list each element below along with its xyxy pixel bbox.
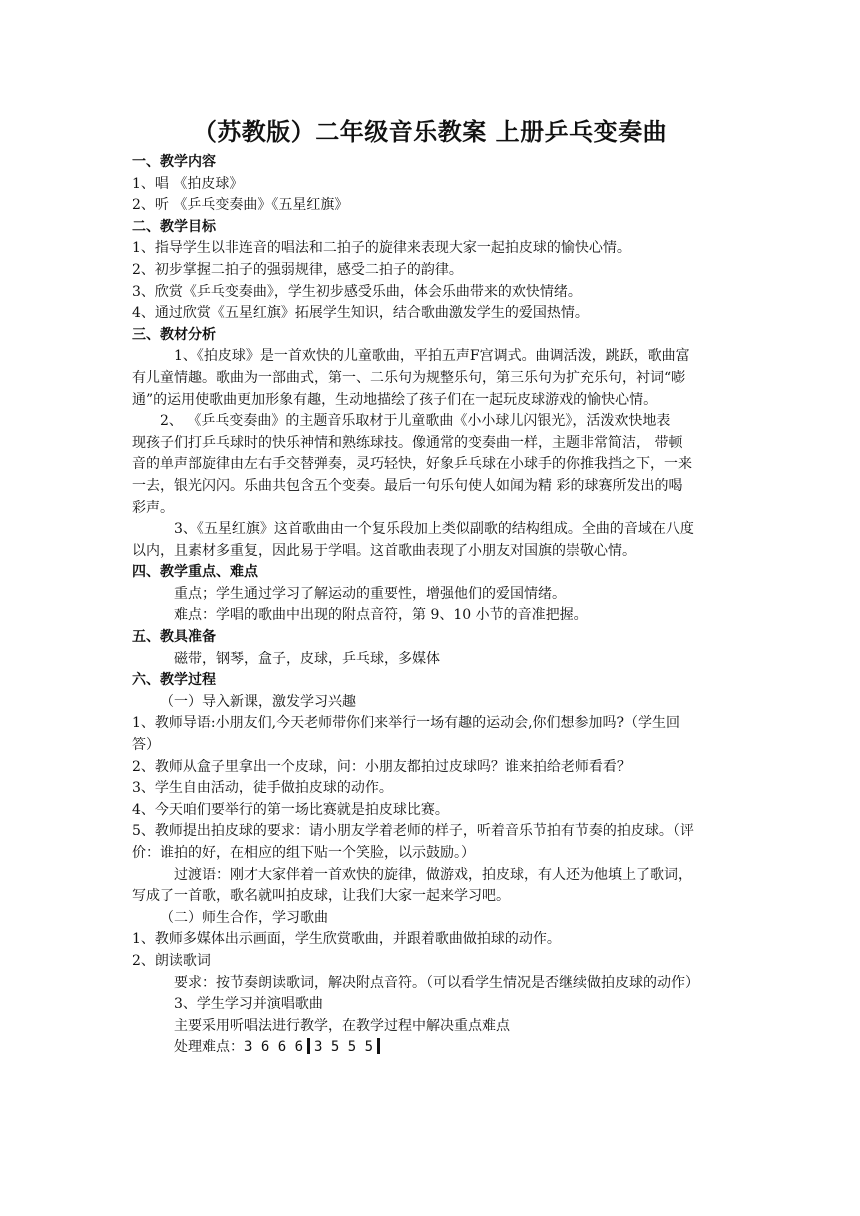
- transition-text: 过渡语：刚才大家伴着一首欢快的旋律，做游戏，拍皮球，有人还为他填上了歌词，: [174, 866, 692, 883]
- section-heading-key-points: 四、教学重点、难点: [132, 564, 258, 581]
- process-subheading-1: （一）导入新课，激发学习兴趣: [160, 693, 356, 710]
- teaching-method: 主要采用听唱法进行教学，在教学过程中解决重点难点: [174, 1017, 510, 1034]
- content-item: 1、唱 《拍皮球》: [132, 175, 244, 192]
- analysis-paragraph-2-line: 一去，银光闪闪。乐曲共包含五个变奏。最后一句乐句使人如闻为精 彩的球赛所发出的喝: [132, 477, 683, 494]
- reading-requirement: 要求：按节奏朗读歌词，解决附点音符。（可以看学生情况是否继续做拍皮球的动作）: [174, 974, 699, 991]
- goal-item: 2、初步掌握二拍子的强弱规律，感受二拍子的韵律。: [132, 261, 463, 278]
- document-title: （苏教版）二年级音乐教案 上册乒乓变奏曲: [192, 117, 668, 146]
- section-heading-analysis: 三、教材分析: [132, 326, 216, 343]
- analysis-paragraph-1-line: 有儿童情趣。歌曲为一部曲式，第一、二乐句为规整乐句，第三乐句为扩充乐句，衬词“嘭: [132, 369, 686, 386]
- key-point: 重点；学生通过学习了解运动的重要性，增强他们的爱国情绪。: [174, 585, 566, 602]
- goal-item: 1、指导学生以非连音的唱法和二拍子的旋律来表现大家一起拍皮球的愉快心情。: [132, 240, 631, 257]
- process-step: 价：谁拍的好，在相应的组下贴一个笑脸，以示鼓励。）: [132, 845, 475, 861]
- difficulty-notation: [132, 1037, 732, 1059]
- process-step: 1、教师多媒体出示画面，学生欣赏歌曲，并跟着歌曲做拍球的动作。: [132, 931, 561, 948]
- process-step: 5、教师提出拍皮球的要求：请小朋友学着老师的样子，听着音乐节拍有节奏的拍皮球。（评: [132, 823, 694, 840]
- analysis-paragraph-2-line: 音的单声部旋律由左右手交替弹奏，灵巧轻快，好象乒乓球在小球手的你推我挡之下，一来: [132, 456, 692, 473]
- goal-item: 4、通过欣赏《五星红旗》拓展学生知识，结合歌曲激发学生的爱国热情。: [132, 305, 589, 322]
- analysis-paragraph-3-line: 3、《五星红旗》这首歌曲由一个复乐段加上类似副歌的结构组成。全曲的音域在八度: [174, 521, 694, 538]
- process-step: 3、学生学习并演唱歌曲: [174, 996, 323, 1013]
- process-step: 1、教师导语:小朋友们,今天老师带你们来举行一场有趣的运动会,你们想参加吗?（学生回: [132, 715, 681, 732]
- section-heading-goals: 二、教学目标: [132, 218, 216, 235]
- materials-list: 磁带，钢琴，盒子，皮球，乒乓球，多媒体: [174, 650, 440, 667]
- process-step: 4、今天咱们要举行的第一场比赛就是拍皮球比赛。: [132, 801, 449, 818]
- process-step: 3、学生自由活动，徒手做拍皮球的动作。: [132, 780, 393, 797]
- barline-icon: [377, 1038, 380, 1054]
- transition-text: 写成了一首歌，歌名就叫拍皮球，让我们大家一起来学习吧。: [132, 888, 510, 905]
- analysis-paragraph-2-line: 2、 《乒乓变奏曲》的主题音乐取材于儿童歌曲《小小球儿闪银光》，活泼欢快地表: [160, 413, 671, 430]
- analysis-paragraph-2-line: 彩声。: [132, 499, 174, 516]
- notation-measure-1: 3 6 6 6: [244, 1039, 304, 1056]
- section-heading-process: 六、教学过程: [132, 672, 216, 689]
- difficult-point: 难点：学唱的歌曲中出现的附点音符，第 9、10 小节的音准把握。: [174, 607, 588, 624]
- notation-measure-2: 3 5 5 5: [314, 1039, 374, 1056]
- difficulty-label: 处理难点：: [174, 1039, 244, 1056]
- process-subheading-2: （二）师生合作，学习歌曲: [160, 909, 328, 926]
- analysis-paragraph-3-line: 以内，且素材多重复，因此易于学唱。这首歌曲表现了小朋友对国旗的崇敬心情。: [132, 542, 636, 559]
- analysis-paragraph-1-line: 1、《拍皮球》是一首欢快的儿童歌曲，平拍五声F宫调式。曲调活泼，跳跃，歌曲富: [174, 348, 690, 365]
- process-step: 2、朗读歌词: [132, 952, 211, 969]
- analysis-paragraph-2-line: 现孩子们打乒乓球时的快乐神情和熟练球技。像通常的变奏曲一样，主题非常简洁， 带顿: [132, 434, 683, 451]
- analysis-paragraph-1-line: 通”的运用使歌曲更加形象有趣，生动地描绘了孩子们在一起玩皮球游戏的愉快心情。: [132, 391, 658, 408]
- process-step: 答）: [132, 737, 160, 754]
- goal-item: 3、欣赏《乒乓变奏曲》，学生初步感受乐曲，体会乐曲带来的欢快情绪。: [132, 283, 582, 300]
- content-item: 2、听 《乒乓变奏曲》《五星红旗》: [132, 197, 349, 214]
- barline-icon: [307, 1038, 310, 1054]
- section-heading-materials: 五、教具准备: [132, 629, 216, 646]
- document-body: [132, 152, 732, 1059]
- section-heading-content: 一、教学内容: [132, 154, 216, 170]
- process-step: 2、教师从盒子里拿出一个皮球，问：小朋友都拍过皮球吗？谁来拍给老师看看？: [132, 758, 631, 775]
